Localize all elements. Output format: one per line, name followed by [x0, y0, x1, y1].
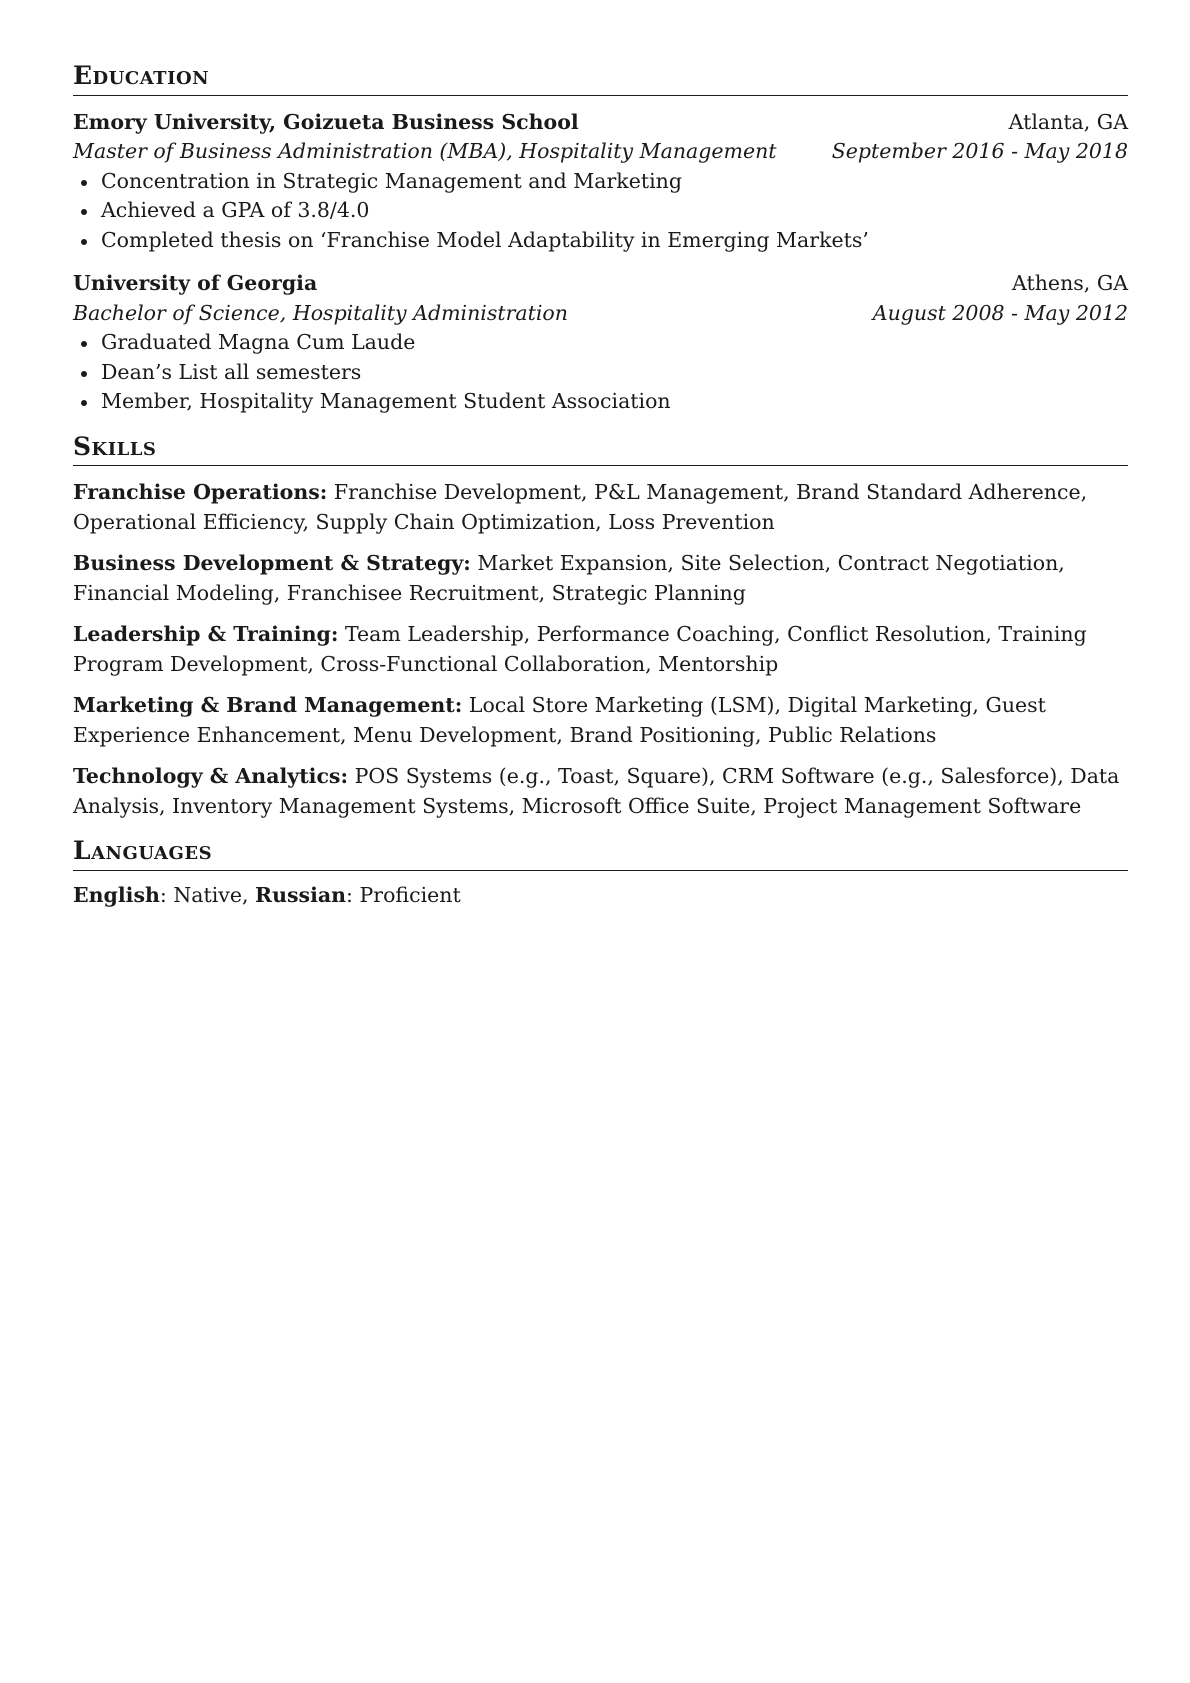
- school-name: University of Georgia: [73, 271, 318, 295]
- skill-label: Technology & Analytics:: [73, 764, 349, 788]
- bullet-item: Concentration in Strategic Management and Marketing: [73, 167, 1128, 197]
- languages-heading: Languages: [73, 835, 1128, 871]
- bullet-item: Dean’s List all semesters: [73, 358, 1128, 388]
- dates: September 2016 - May 2018: [831, 139, 1128, 163]
- skill-row: [73, 691, 1128, 750]
- skill-text: Franchise Development, P&L Management, Brand Standard Adherence, Operational Efficiency, Supply Chain Optimization, Loss Prevention: [73, 480, 1088, 534]
- languages-section: [73, 835, 1128, 910]
- skill-row: [73, 762, 1128, 821]
- education-entry: [73, 269, 1128, 417]
- skill-text: Local Store Marketing (LSM), Digital Marketing, Guest Experience Enhancement, Menu Development, Brand Positioning, Public Relations: [73, 693, 1046, 747]
- degree: Bachelor of Science, Hospitality Administration: [73, 300, 568, 325]
- education-entry: [73, 108, 1128, 256]
- language-level: Native: [173, 882, 242, 907]
- skills-section: [73, 431, 1128, 822]
- language-separator: ,: [242, 882, 256, 907]
- degree: Master of Business Administration (MBA), Hospitality Management: [73, 139, 777, 163]
- language-name: English: [73, 882, 160, 907]
- skills-heading: Skills: [73, 431, 1128, 467]
- skill-row: [73, 620, 1128, 679]
- languages-line: English: Native, Russian: Proficient: [73, 882, 461, 907]
- education-heading: Education: [73, 60, 1128, 96]
- bullet-item: Achieved a GPA of 3.8/4.0: [73, 196, 1128, 226]
- skill-label: Marketing & Brand Management:: [73, 693, 463, 717]
- skill-text: Team Leadership, Performance Coaching, Conflict Resolution, Training Program Development, Cross-Functional Collaboration, Mentorship: [73, 622, 1087, 676]
- skill-row: [73, 549, 1128, 608]
- language-level: Proficient: [359, 882, 461, 907]
- skill-label: Business Development & Strategy:: [73, 551, 471, 575]
- skill-text: POS Systems (e.g., Toast, Square), CRM Software (e.g., Salesforce), Data Analysis, Inventory Management Systems, Microsoft Office Suite, Project Management Software: [73, 764, 1120, 818]
- skill-text: Market Expansion, Site Selection, Contract Negotiation, Financial Modeling, Franchisee Recruitment, Strategic Planning: [73, 551, 1065, 605]
- bullet-item: Graduated Magna Cum Laude: [73, 328, 1128, 358]
- school-name: Emory University, Goizueta Business School: [73, 109, 579, 134]
- school-location: Athens, GA: [1012, 271, 1128, 295]
- skill-label: Franchise Operations:: [73, 480, 328, 504]
- bullet-list: [73, 328, 1128, 417]
- bullet-list: [73, 167, 1128, 256]
- education-section: [73, 60, 1128, 417]
- language-name: Russian: [255, 882, 347, 907]
- school-location: Atlanta, GA: [1008, 109, 1128, 134]
- skill-row: [73, 478, 1128, 537]
- skill-label: Leadership & Training:: [73, 622, 339, 646]
- bullet-item: Member, Hospitality Management Student Association: [73, 387, 1128, 417]
- resume-page: [73, 60, 1128, 924]
- bullet-item: Completed thesis on ‘Franchise Model Adaptability in Emerging Markets’: [73, 226, 1128, 256]
- dates: August 2008 - May 2012: [872, 300, 1128, 325]
